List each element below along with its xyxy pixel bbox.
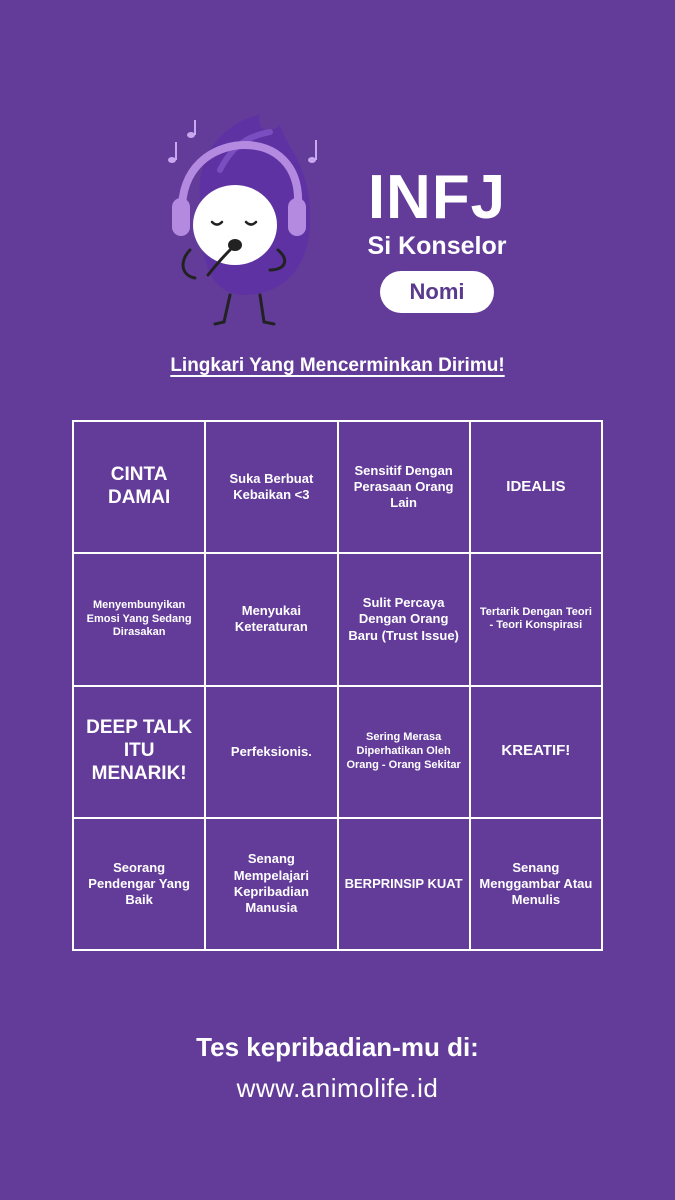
- trait-cell[interactable]: Menyukai Keteraturan: [206, 554, 338, 686]
- footer-website-link[interactable]: www.animolife.id: [236, 1073, 439, 1103]
- trait-cell[interactable]: CINTA DAMAI: [74, 422, 206, 554]
- type-code: INFJ: [367, 163, 507, 232]
- type-nickname: Si Konselor: [367, 232, 507, 260]
- footer-call-to-action: Tes kepribadian-mu di:: [196, 1032, 479, 1062]
- mascot-face: [193, 185, 277, 265]
- trait-cell[interactable]: Sensitif Dengan Perasaan Orang Lain: [339, 422, 471, 554]
- trait-cell[interactable]: Sulit Percaya Dengan Orang Baru (Trust Issue): [339, 554, 471, 686]
- trait-cell[interactable]: IDEALIS: [471, 422, 603, 554]
- trait-cell[interactable]: Senang Mempelajari Kepribadian Manusia: [206, 819, 338, 951]
- trait-cell[interactable]: Tertarik Dengan Teori - Teori Konspirasi: [471, 554, 603, 686]
- trait-bingo-grid: [72, 420, 603, 951]
- trait-cell[interactable]: Senang Menggambar Atau Menulis: [471, 819, 603, 951]
- trait-cell[interactable]: Perfeksionis.: [206, 687, 338, 819]
- trait-cell[interactable]: Menyembunyikan Emosi Yang Sedang Dirasakan: [74, 554, 206, 686]
- trait-cell[interactable]: DEEP TALK ITU MENARIK!: [74, 687, 206, 819]
- trait-cell[interactable]: Seorang Pendengar Yang Baik: [74, 819, 206, 951]
- personality-type-block: [352, 165, 522, 313]
- character-name-badge: Nomi: [380, 271, 494, 313]
- instruction-heading: Lingkari Yang Mencerminkan Dirimu!: [170, 355, 505, 376]
- trait-cell[interactable]: BERPRINSIP KUAT: [339, 819, 471, 951]
- trait-cell[interactable]: Suka Berbuat Kebaikan <3: [206, 422, 338, 554]
- mascot-nomi-illustration: [160, 110, 330, 335]
- trait-cell[interactable]: KREATIF!: [471, 687, 603, 819]
- trait-cell[interactable]: Sering Merasa Diperhatikan Oleh Orang - Orang Sekitar: [339, 687, 471, 819]
